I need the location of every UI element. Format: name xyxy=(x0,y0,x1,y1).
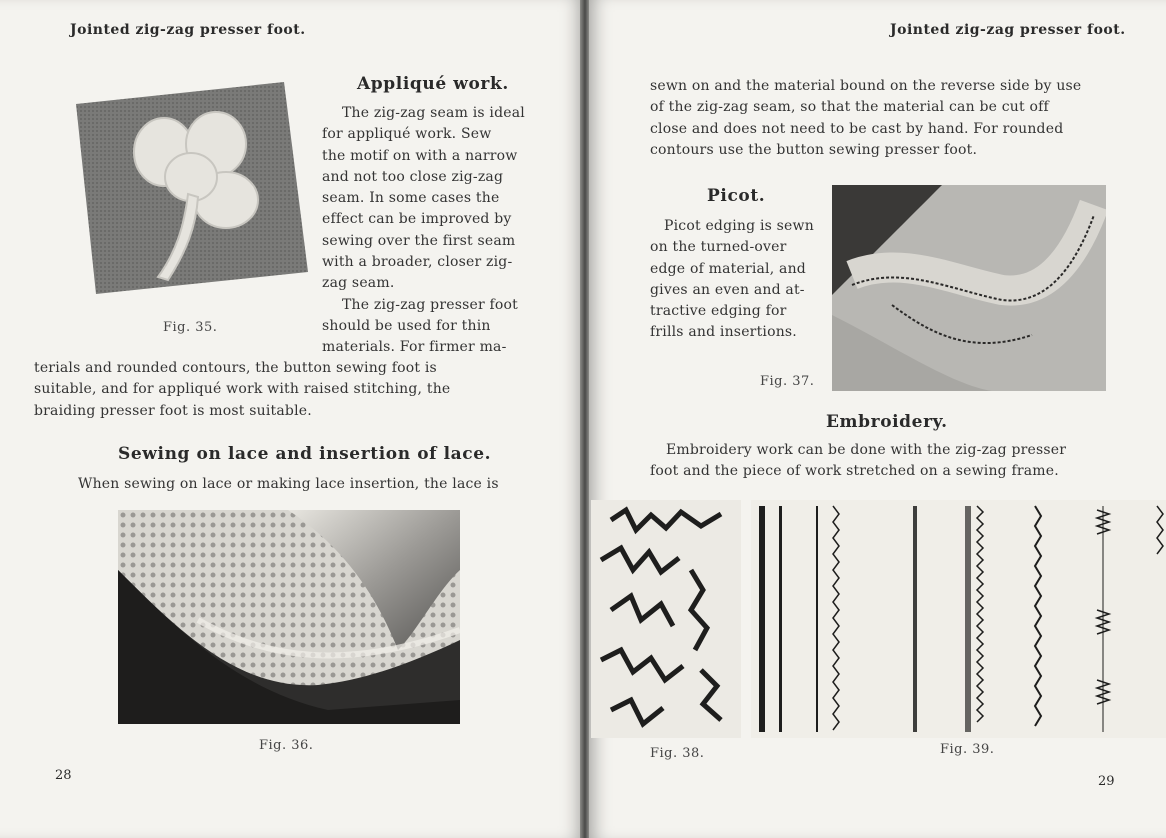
applique-heading: Appliqué work. xyxy=(357,74,509,94)
text-line: sewing over the first seam xyxy=(322,232,516,249)
continuation-text xyxy=(650,76,1112,161)
shamrock-applique-image xyxy=(76,82,308,294)
left-page-number: 28 xyxy=(55,768,72,783)
fig35-caption: Fig. 35. xyxy=(163,320,218,335)
fig39-caption: Fig. 39. xyxy=(940,742,995,757)
text-line: gives an even and at- xyxy=(650,281,805,298)
text-line: Picot edging is sewn xyxy=(664,218,814,234)
text-line: the motif on with a narrow xyxy=(322,147,518,164)
text-line: braiding presser foot is most suitable. xyxy=(34,402,312,419)
picot-edging-image xyxy=(832,185,1106,391)
fig36-caption: Fig. 36. xyxy=(259,738,314,753)
text-line: seam. In some cases the xyxy=(322,190,500,207)
applique-column-text xyxy=(322,103,530,359)
text-line: should be used for thin xyxy=(322,317,491,334)
embroidery-heading: Embroidery. xyxy=(826,412,948,432)
text-line: frills and insertions. xyxy=(650,324,797,341)
text-line: suitable, and for appliqué work with raised stitching, the xyxy=(34,381,451,398)
text-line: and not too close zig-zag xyxy=(322,168,504,185)
embroidery-pattern-image xyxy=(591,500,741,738)
lace-insertion-image xyxy=(118,510,460,724)
fig39-stitch-samples-photo xyxy=(751,500,1166,738)
text-line: on the turned-over xyxy=(650,239,787,256)
text-line: tractive edging for xyxy=(650,303,787,320)
text-line: Embroidery work can be done with the zig-zag presser xyxy=(666,442,1067,458)
text-line: with a broader, closer zig- xyxy=(322,254,513,271)
left-running-head: Jointed zig-zag presser foot. xyxy=(70,22,306,38)
text-line: materials. For firmer ma- xyxy=(322,339,507,356)
right-page xyxy=(589,0,1166,838)
text-line: zag seam. xyxy=(322,275,395,292)
fig38-embroidery-photo xyxy=(591,500,741,738)
text-line: for appliqué work. Sew xyxy=(322,126,492,143)
text-line: terials and rounded contours, the button sewing foot is xyxy=(34,360,437,376)
lace-text-line: When sewing on lace or making lace insertion, the lace is xyxy=(78,476,499,492)
text-line: effect can be improved by xyxy=(322,211,512,228)
lace-heading: Sewing on lace and insertion of lace. xyxy=(118,444,492,464)
fig36-lace-photo xyxy=(118,510,460,724)
text-line: edge of material, and xyxy=(650,260,806,277)
right-running-head: Jointed zig-zag presser foot. xyxy=(890,22,1126,38)
text-line: of the zig-zag seam, so that the material can be cut off xyxy=(650,99,1049,116)
stitch-samples-image xyxy=(751,500,1166,738)
text-line: foot and the piece of work stretched on a sewing frame. xyxy=(650,463,1059,480)
right-page-number: 29 xyxy=(1098,774,1115,789)
fig37-picot-photo xyxy=(832,185,1106,391)
text-line: The zig-zag presser foot xyxy=(342,296,518,313)
text-line: sewn on and the material bound on the reverse side by use xyxy=(650,78,1082,94)
picot-heading: Picot. xyxy=(707,186,766,206)
embroidery-text xyxy=(650,440,1112,483)
fig35-applique-photo xyxy=(76,82,308,294)
picot-text xyxy=(650,216,816,344)
applique-full-text xyxy=(34,358,530,422)
text-line: contours use the button sewing presser foot. xyxy=(650,141,978,158)
fig37-caption: Fig. 37. xyxy=(760,374,815,389)
text-line: The zig-zag seam is ideal xyxy=(342,105,525,121)
text-line: close and does not need to be cast by hand. For rounded xyxy=(650,120,1064,137)
fig38-caption: Fig. 38. xyxy=(650,746,705,761)
